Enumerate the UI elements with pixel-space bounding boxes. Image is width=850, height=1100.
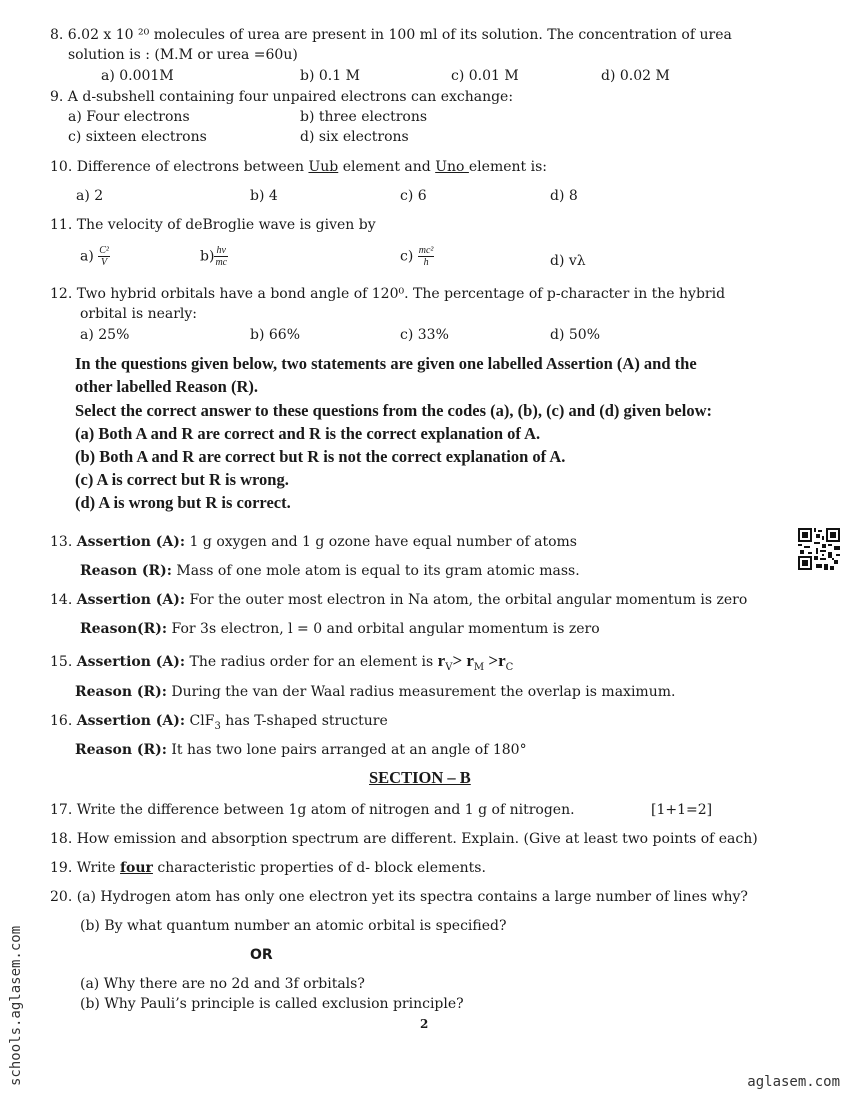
instruction-code-c: (c) A is correct but R is wrong. xyxy=(75,470,289,489)
instruction-code-b: (b) Both A and R are correct but R is not the correct explanation of A. xyxy=(75,447,566,466)
q11-option-a: a) $\frac{\text{C²}}{V}$ xyxy=(80,245,109,268)
instruction-line-3: Select the correct answer to these questions from the codes (a), (b), (c) and (d) given below: xyxy=(75,401,712,420)
q8-option-b: b) 0.1 M xyxy=(300,68,360,84)
q14-assertion: 14. Assertion (A): For the outer most electron in Na atom, the orbital angular momentum is zero xyxy=(50,592,748,608)
q12-option-a: a) 25% xyxy=(80,327,130,343)
q11-option-c: c) $\frac{\text{mc²}}{h}$ xyxy=(400,245,434,268)
q14-reason: Reason(R): For 3s electron, l = 0 and orbital angular momentum is zero xyxy=(80,621,600,637)
q8-option-c: c) 0.01 M xyxy=(451,68,519,84)
side-watermark: schools.aglasem.com xyxy=(8,925,24,1086)
qr-code-icon xyxy=(798,528,840,570)
q17-marks: [1+1=2] xyxy=(651,802,713,818)
q20-or: OR xyxy=(250,947,273,963)
instruction-line-2: other labelled Reason (R). xyxy=(75,377,259,396)
q10-option-c: c) 6 xyxy=(400,188,427,204)
q11-option-d: d) vλ xyxy=(550,253,586,269)
q18-text: 18. How emission and absorption spectrum are different. Explain. (Give at least two points of each) xyxy=(50,831,758,847)
q10-option-b: b) 4 xyxy=(250,188,278,204)
q12-line1: 12. Two hybrid orbitals have a bond angle of 120⁰. The percentage of p-character in the hybrid xyxy=(50,286,726,302)
q9-option-b: b) three electrons xyxy=(300,109,428,125)
q10-option-a: a) 2 xyxy=(76,188,104,204)
q12-option-c: c) 33% xyxy=(400,327,449,343)
q19-text: 19. Write four characteristic properties of d- block elements. xyxy=(50,860,486,876)
q9-option-d: d) six electrons xyxy=(300,129,409,145)
q12-line2: orbital is nearly: xyxy=(80,306,198,322)
q8-line1: 8. 6.02 x 10 ²⁰ molecules of urea are present in 100 ml of its solution. The concentration of urea xyxy=(50,27,732,43)
q8-option-d: d) 0.02 M xyxy=(601,68,670,84)
q13-assertion: 13. Assertion (A): 1 g oxygen and 1 g ozone have equal number of atoms xyxy=(50,534,577,550)
q20-alt-b: (b) Why Pauli’s principle is called exclusion principle? xyxy=(80,996,464,1012)
q11-line1: 11. The velocity of deBroglie wave is given by xyxy=(50,217,376,233)
q9-option-a: a) Four electrons xyxy=(68,109,190,125)
q16-reason: Reason (R): It has two lone pairs arranged at an angle of 180° xyxy=(75,742,527,758)
q20-part-b: (b) By what quantum number an atomic orbital is specified? xyxy=(80,918,507,934)
instruction-line-1: In the questions given below, two statements are given one labelled Assertion (A) and the xyxy=(75,354,697,373)
q9-option-c: c) sixteen electrons xyxy=(68,129,207,145)
q15-assertion: 15. Assertion (A): The radius order for an element is $r_V> r_M >r_C$ xyxy=(50,651,514,673)
q12-option-d: d) 50% xyxy=(550,327,600,343)
q10-line1: 10. Difference of electrons between Uub element and Uno element is: xyxy=(50,159,547,175)
section-b-heading: SECTION – B xyxy=(369,768,471,787)
q16-assertion: 16. Assertion (A): ClF$_3$ has T-shaped structure xyxy=(50,713,388,732)
q10-option-d: d) 8 xyxy=(550,188,578,204)
page-number: 2 xyxy=(420,1017,429,1031)
q20-alt-a: (a) Why there are no 2d and 3f orbitals? xyxy=(80,976,365,992)
q13-reason: Reason (R): Mass of one mole atom is equal to its gram atomic mass. xyxy=(80,563,580,579)
q17-text: 17. Write the difference between 1g atom of nitrogen and 1 g of nitrogen. xyxy=(50,802,575,818)
q11-option-b: b) $\frac{hv}{mc}$ xyxy=(200,245,228,268)
q9-line1: 9. A d-subshell containing four unpaired electrons can exchange: xyxy=(50,89,514,105)
instruction-code-d: (d) A is wrong but R is correct. xyxy=(75,493,291,512)
q8-line2: solution is : (M.M or urea =60u) xyxy=(68,47,298,63)
footer-watermark: aglasem.com xyxy=(747,1074,840,1090)
q15-reason: Reason (R): During the van der Waal radius measurement the overlap is maximum. xyxy=(75,684,676,700)
instruction-code-a: (a) Both A and R are correct and R is the correct explanation of A. xyxy=(75,424,541,443)
q12-option-b: b) 66% xyxy=(250,327,300,343)
q20-part-a: 20. (a) Hydrogen atom has only one electron yet its spectra contains a large number of lines why? xyxy=(50,889,748,905)
q8-option-a: a) 0.001M xyxy=(101,68,174,84)
